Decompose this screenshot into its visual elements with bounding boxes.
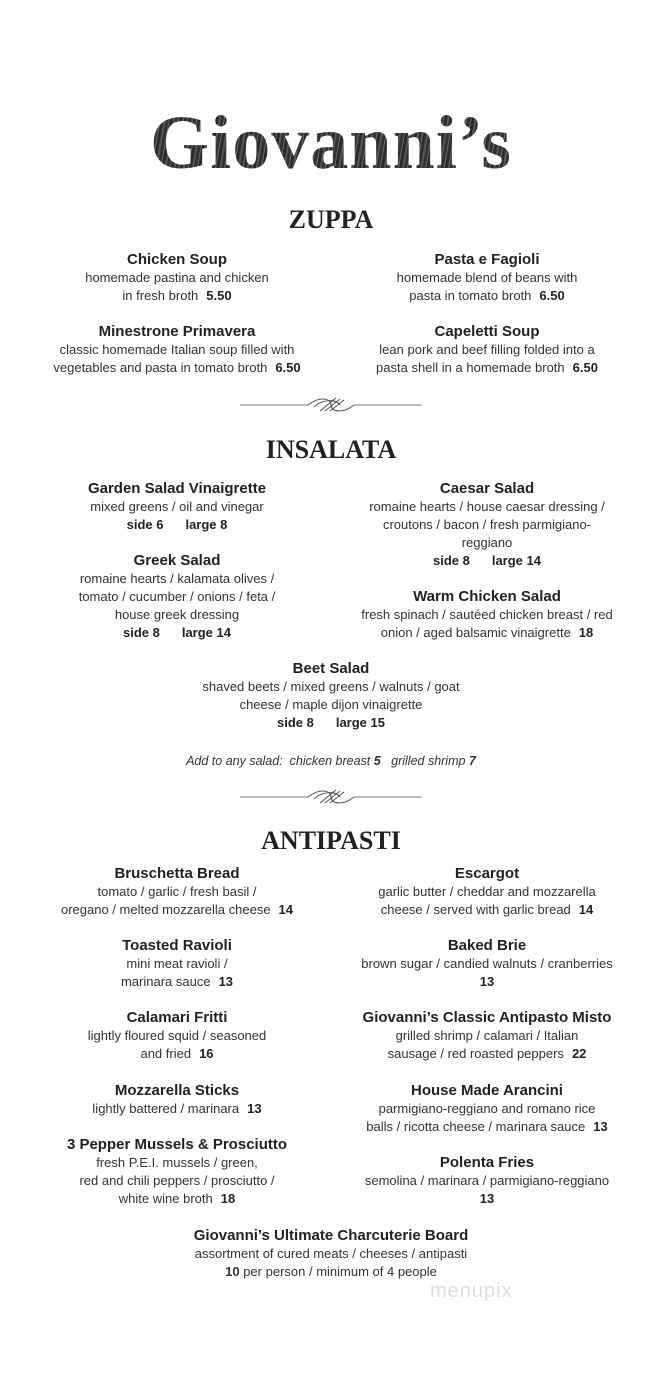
addon-shrimp: grilled shrimp xyxy=(391,754,466,768)
item-description: onion / aged balsamic vinaigrette xyxy=(380,625,571,640)
menu-item xyxy=(322,865,652,919)
item-price-note: per person / minimum of 4 people xyxy=(239,1264,437,1279)
price-side: side 8 xyxy=(432,553,470,568)
item-name: Minestrone Primavera xyxy=(98,323,256,340)
item-price: 13 xyxy=(479,974,495,989)
menu-item xyxy=(322,1154,652,1208)
flourish-divider-icon xyxy=(240,395,422,415)
item-name: Polenta Fries xyxy=(439,1154,535,1171)
item-name: Toasted Ravioli xyxy=(122,937,232,954)
item-name: 3 Pepper Mussels & Prosciutto xyxy=(66,1136,288,1153)
menu-item xyxy=(12,1009,342,1063)
item-description: lean pork and beef filling folded into a xyxy=(379,342,595,357)
item-description: lightly floured squid / seasoned xyxy=(87,1028,267,1043)
item-description: and fried xyxy=(140,1046,192,1061)
item-description: romaine hearts / house caesar dressing / xyxy=(369,499,605,514)
item-description-line xyxy=(12,287,342,305)
item-name: House Made Arancini xyxy=(411,1082,563,1099)
item-description: vegetables and pasta in tomato broth xyxy=(53,360,268,375)
item-name: Beet Salad xyxy=(292,660,370,677)
item-name: Mozzarella Sticks xyxy=(114,1082,240,1099)
item-name: Capeletti Soup xyxy=(434,323,540,340)
item-price: 22 xyxy=(571,1046,587,1061)
item-description: brown sugar / candied walnuts / cranberries xyxy=(361,956,613,971)
item-description-line xyxy=(322,498,652,516)
item-description-line xyxy=(322,341,652,359)
menu-item xyxy=(12,865,342,919)
item-price-line xyxy=(131,1263,531,1281)
item-description: assortment of cured meats / cheeses / antipasti xyxy=(194,1246,468,1261)
item-price: 5.50 xyxy=(206,288,232,303)
item-description-line xyxy=(12,1172,342,1190)
item-description-line xyxy=(322,955,652,973)
item-size-prices xyxy=(322,552,652,570)
item-description: fresh P.E.I. mussels / green, xyxy=(96,1155,258,1170)
item-price: 18 xyxy=(220,1191,236,1206)
item-description: homemade pastina and chicken xyxy=(85,270,269,285)
price-side: side 8 xyxy=(122,625,160,640)
item-description: cheese / maple dijon vinaigrette xyxy=(239,697,423,712)
item-price: 13 xyxy=(479,1191,495,1206)
item-description: in fresh broth xyxy=(122,288,199,303)
item-price: 6.50 xyxy=(572,360,598,375)
menu-item xyxy=(12,937,342,991)
item-name: Escargot xyxy=(454,865,520,882)
item-name: Chicken Soup xyxy=(126,251,227,268)
item-description-line xyxy=(12,883,342,901)
item-description-line xyxy=(322,287,652,305)
item-description: tomato / cucumber / onions / feta / xyxy=(78,589,276,604)
item-description-line xyxy=(12,1045,342,1063)
item-description: reggiano xyxy=(461,535,513,550)
item-price: 13 xyxy=(593,1119,608,1134)
item-name: Pasta e Fagioli xyxy=(434,251,540,268)
addon-shrimp-price: 7 xyxy=(468,754,476,768)
menu-item xyxy=(322,937,652,991)
addon-chicken-price: 5 xyxy=(373,754,381,768)
item-description-line xyxy=(12,901,342,919)
menu-item xyxy=(12,1136,342,1208)
item-description-line xyxy=(322,1027,652,1045)
item-description-line xyxy=(12,973,342,991)
menu-item xyxy=(12,323,342,377)
item-description: pasta in tomato broth xyxy=(409,288,532,303)
restaurant-logo: Giovanni’s xyxy=(0,98,662,188)
menu-item xyxy=(131,1227,531,1281)
item-price: 14 xyxy=(578,902,594,917)
price-large: large 8 xyxy=(185,517,228,532)
item-description: grilled shrimp / calamari / Italian xyxy=(395,1028,579,1043)
item-description-line xyxy=(322,883,652,901)
item-description: pasta shell in a homemade broth xyxy=(376,360,565,375)
item-description-line xyxy=(322,1045,652,1063)
item-description: balls / ricotta cheese / marinara sauce xyxy=(366,1119,586,1134)
menu-item xyxy=(322,480,652,570)
item-description: mini meat ravioli / xyxy=(126,956,228,971)
price-large: large 15 xyxy=(335,715,385,730)
item-description-line xyxy=(322,1100,652,1118)
menu-item xyxy=(322,1009,652,1063)
item-price: 6.50 xyxy=(539,288,565,303)
item-description: mixed greens / oil and vinegar xyxy=(90,499,264,514)
menu-item xyxy=(322,251,652,305)
item-description: fresh spinach / sautéed chicken breast / red xyxy=(361,607,613,622)
item-description: garlic butter / cheddar and mozzarella xyxy=(378,884,596,899)
item-description-line xyxy=(12,955,342,973)
menu-item xyxy=(12,480,342,534)
item-description: shaved beets / mixed greens / walnuts / goat xyxy=(202,679,460,694)
item-size-prices xyxy=(131,714,531,732)
item-price: 13 xyxy=(218,974,234,989)
item-name: Garden Salad Vinaigrette xyxy=(87,480,267,497)
item-description-line xyxy=(12,570,342,588)
item-description: classic homemade Italian soup filled with xyxy=(59,342,295,357)
price-side: side 6 xyxy=(126,517,164,532)
item-description-line xyxy=(12,341,342,359)
menu-item xyxy=(12,552,342,642)
item-description: cheese / served with garlic bread xyxy=(380,902,571,917)
item-description-line xyxy=(12,269,342,287)
price-side: side 8 xyxy=(276,715,314,730)
menu-item xyxy=(131,660,531,732)
item-description: marinara sauce xyxy=(120,974,211,989)
item-description-line xyxy=(322,534,652,552)
item-description-line xyxy=(131,1245,531,1263)
menu-item xyxy=(322,588,652,642)
item-description-line xyxy=(12,1100,342,1118)
item-price: 10 xyxy=(225,1264,240,1279)
item-price: 14 xyxy=(278,902,294,917)
item-description: oregano / melted mozzarella cheese xyxy=(60,902,271,917)
menu-item xyxy=(322,323,652,377)
section-heading-antipasti: ANTIPASTI xyxy=(261,826,401,855)
item-description-line xyxy=(322,359,652,377)
item-name: Caesar Salad xyxy=(439,480,535,497)
item-description-line xyxy=(12,359,342,377)
salad-addon-note xyxy=(0,752,662,770)
item-description: croutons / bacon / fresh parmigiano- xyxy=(382,517,592,532)
price-large: large 14 xyxy=(491,553,541,568)
item-description: homemade blend of beans with xyxy=(396,270,578,285)
item-description: lightly battered / marinara xyxy=(92,1101,240,1116)
item-description: red and chili peppers / prosciutto / xyxy=(79,1173,275,1188)
item-name: Warm Chicken Salad xyxy=(413,588,561,605)
item-description-line xyxy=(12,588,342,606)
item-description-line xyxy=(322,901,652,919)
item-description-line xyxy=(131,678,531,696)
item-name: Giovanni’s Classic Antipasto Misto xyxy=(362,1009,612,1026)
price-large: large 14 xyxy=(181,625,231,640)
item-name: Giovanni’s Ultimate Charcuterie Board xyxy=(193,1227,469,1244)
item-description-line xyxy=(12,1027,342,1045)
flourish-divider-icon xyxy=(240,787,422,807)
item-description: tomato / garlic / fresh basil / xyxy=(97,884,257,899)
menu-item xyxy=(322,1082,652,1136)
item-price: 6.50 xyxy=(275,360,301,375)
section-heading-zuppa: ZUPPA xyxy=(288,205,374,234)
item-description-line xyxy=(131,696,531,714)
item-description-line xyxy=(322,624,652,642)
item-description-line xyxy=(12,498,342,516)
item-name: Baked Brie xyxy=(447,937,527,954)
item-description-line xyxy=(12,1190,342,1208)
item-description-line xyxy=(12,1154,342,1172)
item-description-line xyxy=(12,606,342,624)
item-description: house greek dressing xyxy=(114,607,240,622)
item-description-line xyxy=(322,1118,652,1136)
addon-label: Add to any salad: xyxy=(186,754,283,768)
item-name: Greek Salad xyxy=(133,552,221,569)
item-description: white wine broth xyxy=(118,1191,213,1206)
section-heading-insalata: INSALATA xyxy=(265,435,397,464)
item-description: parmigiano-reggiano and romano rice xyxy=(378,1101,596,1116)
item-description-line xyxy=(322,516,652,534)
item-size-prices xyxy=(12,624,342,642)
menu-item xyxy=(12,251,342,305)
item-price: 18 xyxy=(578,625,594,640)
item-description: sausage / red roasted peppers xyxy=(387,1046,564,1061)
menu-item xyxy=(12,1082,342,1118)
item-price: 13 xyxy=(247,1101,262,1116)
watermark: menupix xyxy=(430,1280,513,1302)
item-description-line xyxy=(322,1172,652,1190)
addon-chicken: chicken breast xyxy=(289,754,371,768)
item-name: Calamari Fritti xyxy=(126,1009,228,1026)
item-description-line xyxy=(322,606,652,624)
item-description: semolina / marinara / parmigiano-reggiano xyxy=(364,1173,610,1188)
item-size-prices xyxy=(12,516,342,534)
item-price: 16 xyxy=(199,1046,214,1061)
item-description-line xyxy=(322,269,652,287)
item-description: romaine hearts / kalamata olives / xyxy=(79,571,275,586)
item-name: Bruschetta Bread xyxy=(114,865,240,882)
